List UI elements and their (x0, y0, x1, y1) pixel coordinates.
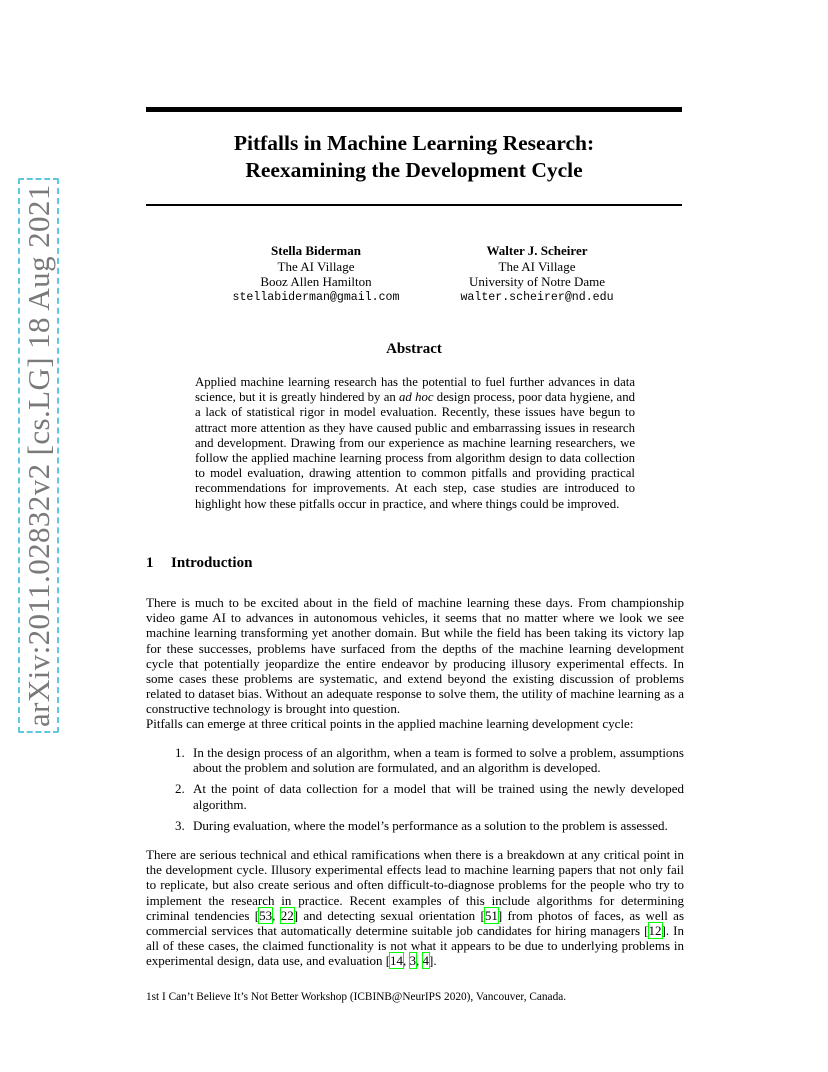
intro-paragraph-3 (146, 847, 684, 969)
list-item-text: During evaluation, where the model’s performance as a solution to the problem is assessed. (193, 817, 668, 833)
intro-paragraph-2: Pitfalls can emerge at three critical points in the applied machine learning development cycle: (146, 716, 634, 731)
abstract-text-part: design process, poor data hygiene, and a lack of statistical rigor in model evaluation. Recently, these issues have begun to attract more attention as they have caused public and embarrassing issues in research and development. Drawing from our experience as machine learning researchers, we follow the applied machine learning process from algorithm design to data collection to model evaluation, drawing attention to common pitfalls and providing practical recommendations for improvements. At each step, case studies are introduced to highlight how these pitfalls occur in practice, and where things could be improved. (195, 390, 636, 511)
author-name: Walter J. Scheirer (486, 243, 588, 258)
citation-link[interactable]: 3 (409, 953, 417, 969)
list-item-number: 1. (175, 745, 185, 760)
title-top-rule (146, 107, 682, 112)
list-item-number: 3. (175, 817, 185, 833)
author-name: Stella Biderman (271, 243, 361, 258)
abstract-text-part: Applied machine learning research has the potential to fuel further advances in data science, but it is greatly hindered by an (195, 375, 635, 405)
section-number: 1 (146, 555, 154, 571)
list-item-text: At the point of data collection for a model that will be trained using the newly developed algorithm. (193, 781, 684, 812)
author-block-1 (196, 243, 436, 305)
arxiv-identifier-stamp[interactable]: arXiv:2011.02832v2 [cs.LG] 18 Aug 2021 (18, 178, 59, 733)
abstract-italic-term: ad hoc (399, 390, 434, 405)
abstract-heading: Abstract (386, 341, 442, 357)
citation-link[interactable]: 4 (422, 953, 430, 969)
paragraph-text: There are serious technical and ethical ramifications when there is a breakdown at any critical point in the development cycle. Illusory experimental effects lead to machine learning papers that not only fail to replicate, but also create serious and often difficult-to-diagnose problems for the people who try to implement the research in practice. Recent examples of this include algorithms for determining criminal tendencies [ (146, 847, 684, 923)
intro-paragraph-1: There is much to be excited about in the field of machine learning these days. From championship video game AI to advances in autonomous vehicles, it seems that no matter where we look we see machine learning transforming yet another domain. But while the field has been taking its victory lap for these successes, problems have surfaced from the depths of the machine learning development cycle that potentially jeopardize the entire endeavor by producing illusory experimental effects. In some cases these problems are systematic, and extend beyond the existing discussion of problems related to dataset bias. Without an adequate response to solve them, the utility of machine learning as a constructive technology is brought into question. (146, 595, 684, 717)
author-email[interactable]: walter.scheirer@nd.edu (460, 290, 614, 304)
title-line-1: Pitfalls in Machine Learning Research: (233, 131, 595, 155)
list-item (175, 818, 684, 833)
paragraph-text: ]. In all of these cases, the claimed functionality is not what it appears to be due to underlying problems in experimental design, data use, and evaluation [ (146, 923, 684, 969)
citation-separator: , (272, 907, 281, 923)
abstract-text (195, 375, 635, 512)
citation-separator: , (416, 953, 423, 969)
section-heading (146, 555, 252, 572)
list-item (175, 781, 684, 811)
section-title: Introduction (171, 555, 253, 571)
citation-link[interactable]: 22 (280, 907, 294, 923)
paper-title (146, 130, 682, 184)
title-line-2: Reexamining the Development Cycle (245, 158, 583, 182)
author-affiliation: Booz Allen Hamilton (260, 274, 372, 289)
pitfall-list (175, 745, 684, 839)
author-affiliation: The AI Village (277, 258, 355, 274)
citation-link[interactable]: 51 (484, 907, 498, 923)
citation-separator: , (403, 953, 410, 969)
list-item-number: 2. (175, 781, 185, 797)
list-item-text: In the design process of an algorithm, when a team is formed to solve a problem, assumptions about the problem and solution are formulated, and an algorithm is developed. (193, 745, 684, 776)
citation-link[interactable]: 53 (259, 907, 273, 923)
citation-link[interactable]: 14 (390, 953, 404, 969)
citation-link[interactable]: 12 (648, 923, 662, 939)
author-affiliation: University of Notre Dame (468, 274, 606, 289)
workshop-footnote: 1st I Can’t Believe It’s Not Better Workshop (ICBINB@NeurIPS 2020), Vancouver, Canada. (146, 991, 567, 1003)
paragraph-text: ] from photos of faces, as well as commercial services that automatically determine suitable job candidates for hiring managers [ (146, 907, 685, 939)
author-block-2 (422, 243, 652, 305)
title-bottom-rule (146, 204, 682, 206)
author-email[interactable]: stellabiderman@gmail.com (232, 290, 400, 304)
author-affiliation: The AI Village (498, 258, 576, 274)
paragraph-text: ] and detecting sexual orientation [ (293, 907, 485, 923)
list-item (175, 745, 684, 775)
paragraph-text: ]. (429, 953, 437, 969)
